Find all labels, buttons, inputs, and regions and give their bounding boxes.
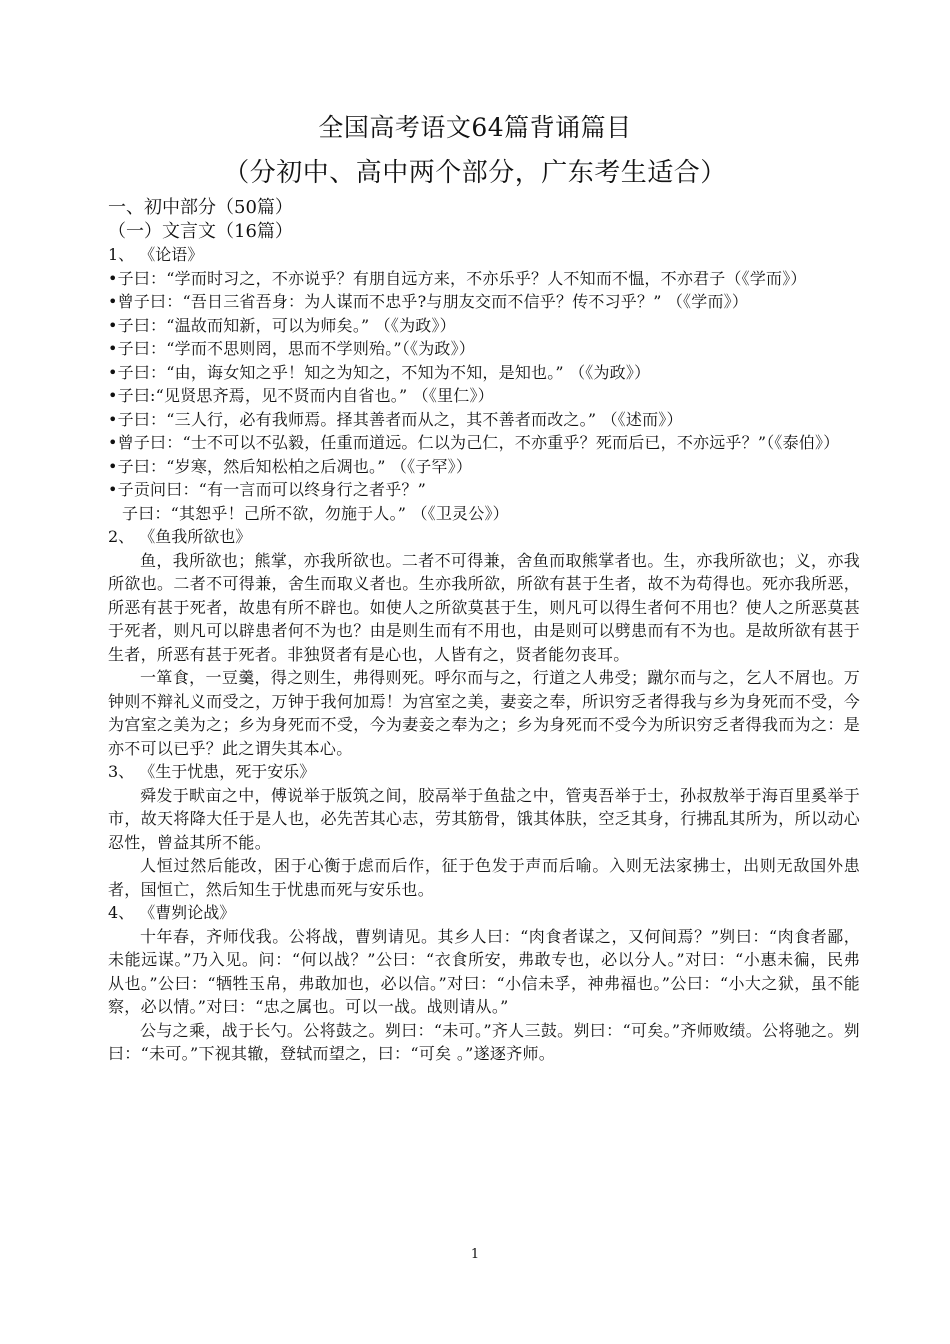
passage-text bbox=[108, 925, 860, 1066]
document-body bbox=[108, 196, 860, 1066]
item-heading: 3、 《生于忧患，死于安乐》 bbox=[108, 762, 316, 781]
analects-quote: •子贡问曰：“有一言而可以终身行之者乎？” bbox=[108, 480, 426, 499]
item-heading: 4、 《曹刿论战》 bbox=[108, 903, 236, 922]
analects-quote: •子曰:“见贤思齐焉，见不贤而内自省也。” （《里仁》） bbox=[108, 386, 494, 405]
analects-quote: •子曰：“三人行，必有我师焉。择其善者而从之，其不善者而改之。” （《述而》） bbox=[108, 409, 683, 429]
paragraph: 一箪食，一豆羹，得之则生，弗得则死。呼尔而与之，行道之人弗受；蹴尔而与之，乞人不屑也。万钟则不辩礼义而受之，万钟于我何加焉！为宫室之美，妻妾之奉，所识穷乏者得我与乡为身死而不受，今为宫室之美为之；乡为身死而不受，今为妻妾之奉为之；乡为身死而不受今为所识穷乏者得我而为之：是亦不可以已乎？此之谓失其本心。 bbox=[108, 668, 860, 758]
passage-text bbox=[108, 784, 860, 902]
analects-quote: •子曰：“由，诲女知之乎！知之为知之，不知为不知，是知也。” （《为政》） bbox=[108, 362, 651, 382]
analects-quote: •子曰：“温故而知新，可以为师矣。” （《为政》） bbox=[108, 315, 456, 335]
analects-quote: •子曰：“学而不思则罔，思而不学则殆。”（《为政》） bbox=[108, 339, 475, 358]
page-subtitle: （分初中、高中两个部分，广东考生适合） bbox=[223, 158, 727, 188]
analects-quote: •曾子曰：“吾日三省吾身：为人谋而不忠乎?与朋友交而不信乎？传不习乎？” （《学而》） bbox=[108, 292, 749, 311]
section-heading: 一、初中部分（50篇） bbox=[108, 197, 293, 218]
paragraph: 人恒过然后能改，困于心衡于虑而后作，征于色发于声而后喻。入则无法家拂士，出则无敌国外患者，国恒亡，然后知生于忧患而死与安乐也。 bbox=[108, 856, 860, 899]
paragraph: 公与之乘，战于长勺。公将鼓之。刿曰：“未可。”齐人三鼓。刿曰：“可矣。”齐师败绩。公将驰之。刿曰：“未可。”下视其辙，登轼而望之，曰：“可矣 。”遂逐齐师。 bbox=[108, 1020, 860, 1063]
paragraph: 十年春，齐师伐我。公将战，曹刿请见。其乡人曰：“肉食者谋之，又何间焉？”刿曰：“肉食者鄙，未能远谋。”乃入见。问：“何以战？”公曰：“衣食所安，弗敢专也，必以分人。”对曰：“小惠未徧，民弗从也。”公曰：“牺牲玉帛，弗敢加也，必以信。”对曰：“小信未孚，神弗福也。”公曰：“小大之狱，虽不能察，必以情。”对曰：“忠之属也。可以一战。战则请从。” bbox=[108, 926, 860, 1016]
page-number: 1 bbox=[470, 1247, 480, 1262]
item-heading: 2、 《鱼我所欲也》 bbox=[108, 527, 252, 546]
paragraph: 舜发于畎亩之中，傅说举于版筑之间，胶鬲举于鱼盐之中，管夷吾举于士，孙叔敖举于海百里奚举于市，故天将降大任于是人也，必先苦其心志，劳其筋骨，饿其体肤，空乏其身，行拂乱其所为，所以动心忍性，曾益其所不能。 bbox=[108, 785, 860, 852]
analects-quote: •子曰：“岁寒，然后知松柏之后凋也。” （《子罕》） bbox=[108, 456, 473, 476]
page-title: 全国高考语文64篇背诵篇目 bbox=[318, 113, 632, 142]
item-heading: 1、 《论语》 bbox=[108, 245, 204, 264]
analects-quote: •子曰：“学而时习之，不亦说乎？有朋自远方来，不亦乐乎？人不知而不愠，不亦君子（《学而》） bbox=[108, 268, 807, 288]
paragraph: 鱼，我所欲也；熊掌，亦我所欲也。二者不可得兼，舍鱼而取熊掌者也。生，亦我所欲也；义，亦我所欲也。二者不可得兼，舍生而取义者也。生亦我所欲，所欲有甚于生者，故不为苟得也。死亦我所恶，所恶有甚于死者，故患有所不辟也。如使人之所欲莫甚于生，则凡可以得生者何不用也？使人之所恶莫甚于死者，则凡可以辟患者何不为也？由是则生而有不用也，由是则可以劈患而有不为也。是故所欲有甚于生者，所恶有甚于死者。非独贤者有是心也，人皆有之，贤者能勿丧耳。 bbox=[108, 550, 860, 664]
analects-quote: •曾子曰：“士不可以不弘毅，任重而道远。仁以为己仁，不亦重乎？死而后已，不亦远乎？”（《泰伯》） bbox=[108, 433, 840, 452]
analects-quote: 子曰：“其恕乎！己所不欲，勿施于人。” （《卫灵公》） bbox=[122, 503, 509, 523]
passage-text bbox=[108, 549, 860, 761]
analects-list bbox=[108, 267, 860, 526]
subsection-heading: （一）文言文（16篇） bbox=[108, 220, 293, 242]
